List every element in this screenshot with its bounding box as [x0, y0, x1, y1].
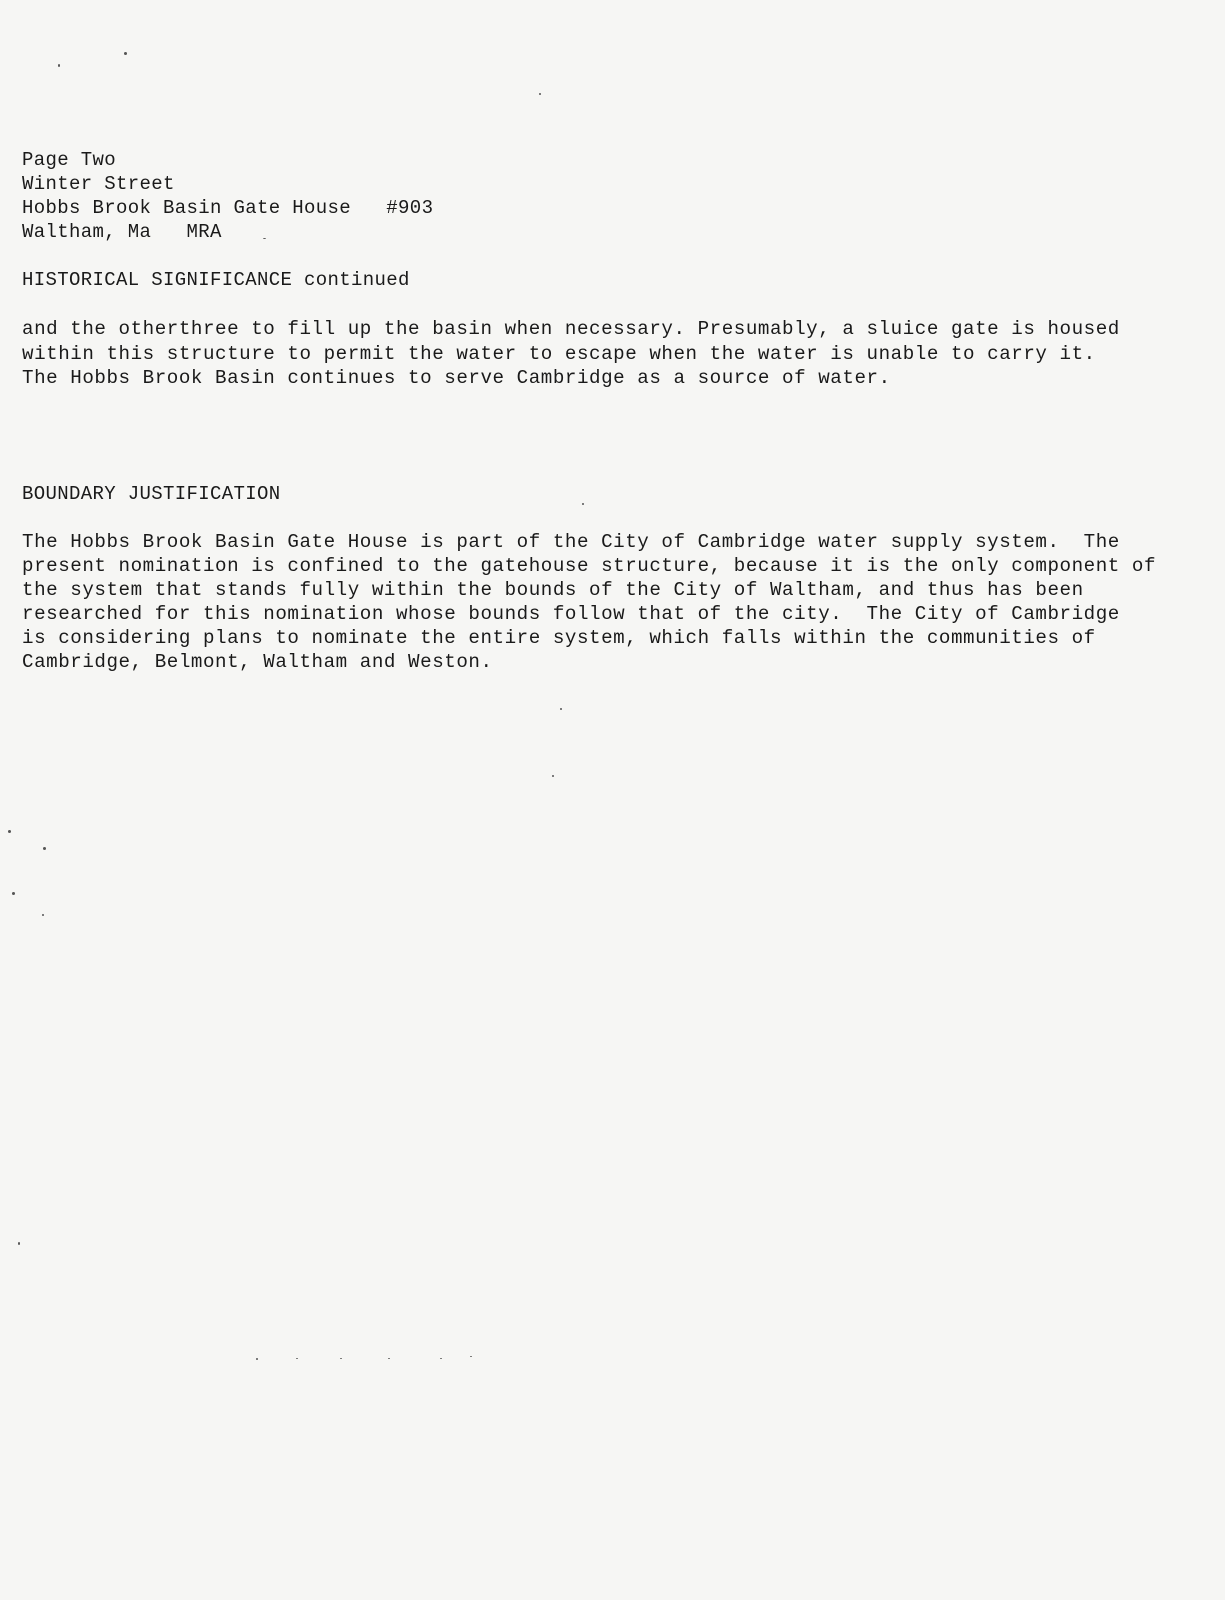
- scan-speck: [560, 708, 562, 710]
- scan-speck: [263, 238, 266, 239]
- scan-speck: [296, 1358, 298, 1359]
- scan-speck: [124, 52, 127, 55]
- page-number-line: Page Two: [22, 149, 117, 171]
- scan-speck: [18, 1242, 20, 1245]
- scan-speck: [42, 914, 44, 916]
- scan-speck: [340, 1358, 342, 1359]
- scan-speck: [12, 892, 15, 895]
- scan-speck: [470, 1356, 472, 1357]
- historical-paragraph-line: The Hobbs Brook Basin continues to serve Cambridge as a source of water.: [22, 367, 891, 389]
- boundary-paragraph-line: present nomination is confined to the gatehouse structure, because it is the only component of: [22, 555, 1157, 577]
- property-name-line: Hobbs Brook Basin Gate House #903: [22, 197, 434, 219]
- historical-paragraph-line: and the otherthree to fill up the basin when necessary. Presumably, a sluice gate is housed: [22, 318, 1120, 340]
- scan-speck: [43, 847, 46, 850]
- boundary-justification-heading: BOUNDARY JUSTIFICATION: [22, 483, 281, 505]
- scan-speck: [256, 1358, 258, 1360]
- scan-speck: [440, 1358, 442, 1359]
- scan-speck: [8, 830, 11, 833]
- scan-speck: [552, 775, 554, 777]
- scan-speck: [388, 1358, 390, 1359]
- historical-significance-heading: HISTORICAL SIGNIFICANCE continued: [22, 269, 410, 291]
- boundary-paragraph-line: the system that stands fully within the bounds of the City of Waltham, and thus has been: [22, 579, 1084, 601]
- boundary-paragraph-line: researched for this nomination whose bounds follow that of the city. The City of Cambridge: [22, 603, 1120, 625]
- boundary-paragraph-line: The Hobbs Brook Basin Gate House is part of the City of Cambridge water supply system. The: [22, 531, 1120, 553]
- boundary-paragraph-line: is considering plans to nominate the entire system, which falls within the communities of: [22, 627, 1096, 649]
- scan-speck: [58, 64, 60, 67]
- boundary-paragraph-line: Cambridge, Belmont, Waltham and Weston.: [22, 651, 493, 673]
- scan-speck: [539, 93, 541, 95]
- street-line: Winter Street: [22, 173, 175, 195]
- historical-paragraph-line: within this structure to permit the water to escape when the water is unable to carry it.: [22, 343, 1096, 365]
- scan-speck: [582, 503, 584, 505]
- location-line: Waltham, Ma MRA: [22, 221, 222, 243]
